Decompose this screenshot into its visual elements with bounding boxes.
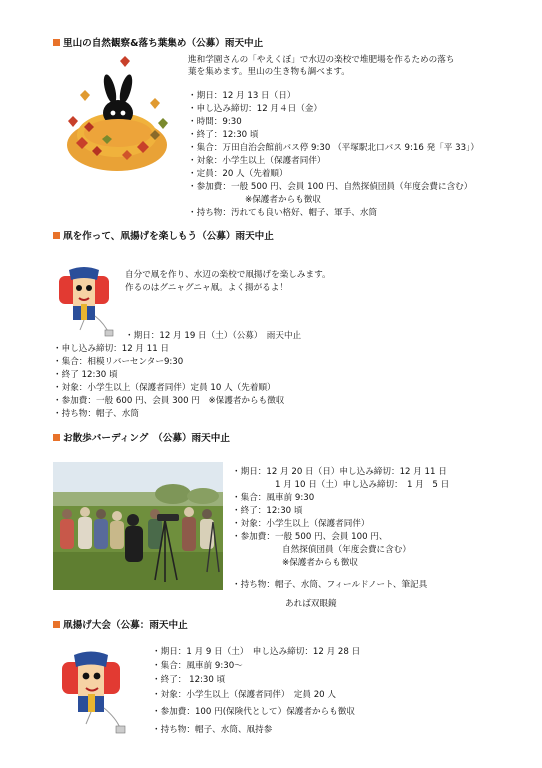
s2-item-fee: ・参加費：一般 600 円、会員 300 円 ※保護者からも徴収 — [53, 396, 285, 406]
s3-item-fee-note: ※保護者からも徴収 — [282, 558, 358, 568]
section-4-heading — [53, 620, 188, 632]
s1-item-end: ・終了：12:30 頃 — [188, 130, 259, 140]
section-2-heading — [53, 231, 274, 243]
s1-item-fee-note: ※保護者からも徴収 — [245, 195, 321, 205]
bullet-square-icon — [53, 232, 60, 239]
s1-item-target: ・対象：小学生以上（保護者同伴） — [188, 156, 326, 166]
s3-item-meeting: ・集合：風車前 9:30 — [232, 493, 315, 503]
s4-item-meeting: ・集合：風車前 9:30〜 — [152, 661, 243, 671]
kite-illustration — [58, 650, 130, 736]
s2-item-target: ・対象：小学生以上（保護者同伴）定員 10 人（先着順） — [53, 383, 276, 393]
section-2-intro-1: 自分で凧を作り、水辺の楽校で凧揚げを楽しみます。 — [125, 270, 331, 280]
kite-illustration — [55, 266, 117, 338]
s2-item-deadline: ・申し込み締切：12 月 11 日 — [53, 344, 170, 354]
autumn-leaves-rabbit-illustration — [62, 55, 172, 173]
s1-item-fee: ・参加費：一般 500 円、会員 100 円、自然探偵団員（年度会費に含む） — [188, 182, 473, 192]
section-4-title: 凧揚げ大会（公募：雨天中止 — [63, 620, 188, 631]
s1-item-time: ・時間：9:30 — [188, 117, 242, 127]
bullet-square-icon — [53, 434, 60, 441]
s2-item-end: ・終了 12:30 頃 — [53, 370, 118, 380]
s1-item-date: ・期日：12 月 13 日（日） — [188, 91, 296, 101]
section-1-intro-1: 進和学園さんの「やえくぼ」で水辺の楽校で堆肥場を作るための落ち — [188, 55, 455, 65]
section-3-heading — [53, 433, 230, 445]
s4-item-fee: ・参加費：100 円(保険代として）保護者からも徴収 — [152, 707, 355, 717]
s3-item-date-2: 1 月 10 日（土）申し込み締切： 1 月 5 日 — [275, 480, 450, 490]
s3-item-end: ・終了：12:30 頃 — [232, 506, 303, 516]
s2-item-belongings: ・持ち物：帽子、水筒 — [53, 409, 139, 419]
s3-item-fee-2: 自然探偵団員（年度会費に含む） — [282, 545, 411, 555]
s3-item-belongings-2: あれば双眼鏡 — [285, 599, 337, 609]
s4-item-date: ・期日：1 月 9 日（土） 申し込み締切：12 月 28 日 — [152, 647, 361, 657]
section-2-intro-2: 作るのはグニャグニャ凧。よく揚がるよ！ — [125, 283, 288, 293]
s3-item-target: ・対象：小学生以上（保護者同伴） — [232, 519, 370, 529]
section-1-heading — [53, 38, 263, 50]
s2-item-meeting: ・集合：相模リバーセンター9:30 — [53, 357, 184, 367]
section-2-title: 凧を作って、凧揚げを楽しもう（公募）雨天中止 — [63, 231, 274, 242]
s2-item-date: ・期日：12 月 19 日（土）（公募） 雨天中止 — [125, 331, 302, 341]
bullet-square-icon — [53, 39, 60, 46]
section-1-intro-2: 葉を集めます。里山の生き物も調べます。 — [188, 67, 350, 77]
s3-item-date-1: ・期日：12 月 20 日（日）申し込み締切：12 月 11 日 — [232, 467, 447, 477]
bullet-square-icon — [53, 621, 60, 628]
s3-item-fee: ・参加費：一般 500 円、会員 100 円、 — [232, 532, 388, 542]
section-1-title: 里山の自然観察&落ち葉集め（公募）雨天中止 — [63, 38, 264, 49]
s1-item-belongings: ・持ち物：汚れても良い格好、帽子、軍手、水筒 — [188, 208, 378, 218]
s4-item-end: ・終了： 12:30 頃 — [152, 675, 226, 685]
section-3-title: お散歩バーディング （公募）雨天中止 — [63, 433, 230, 444]
s4-item-target: ・対象：小学生以上（保護者同伴） 定員 20 人 — [152, 690, 336, 700]
s4-item-belongings: ・持ち物：帽子、水筒、凧持参 — [152, 725, 273, 735]
s1-item-deadline: ・申し込み締切：12 月４日（金） — [188, 104, 322, 114]
s3-item-belongings: ・持ち物：帽子、水筒、フィールドノート、筆記具 — [232, 580, 428, 590]
s1-item-capacity: ・定員：20 人（先着順） — [188, 169, 288, 179]
birdwatching-photo — [53, 462, 223, 590]
s1-item-meeting: ・集合：万田自治会館前バス停 9:30 （平塚駅北口バス 9:16 発「平 33」） — [188, 143, 479, 153]
